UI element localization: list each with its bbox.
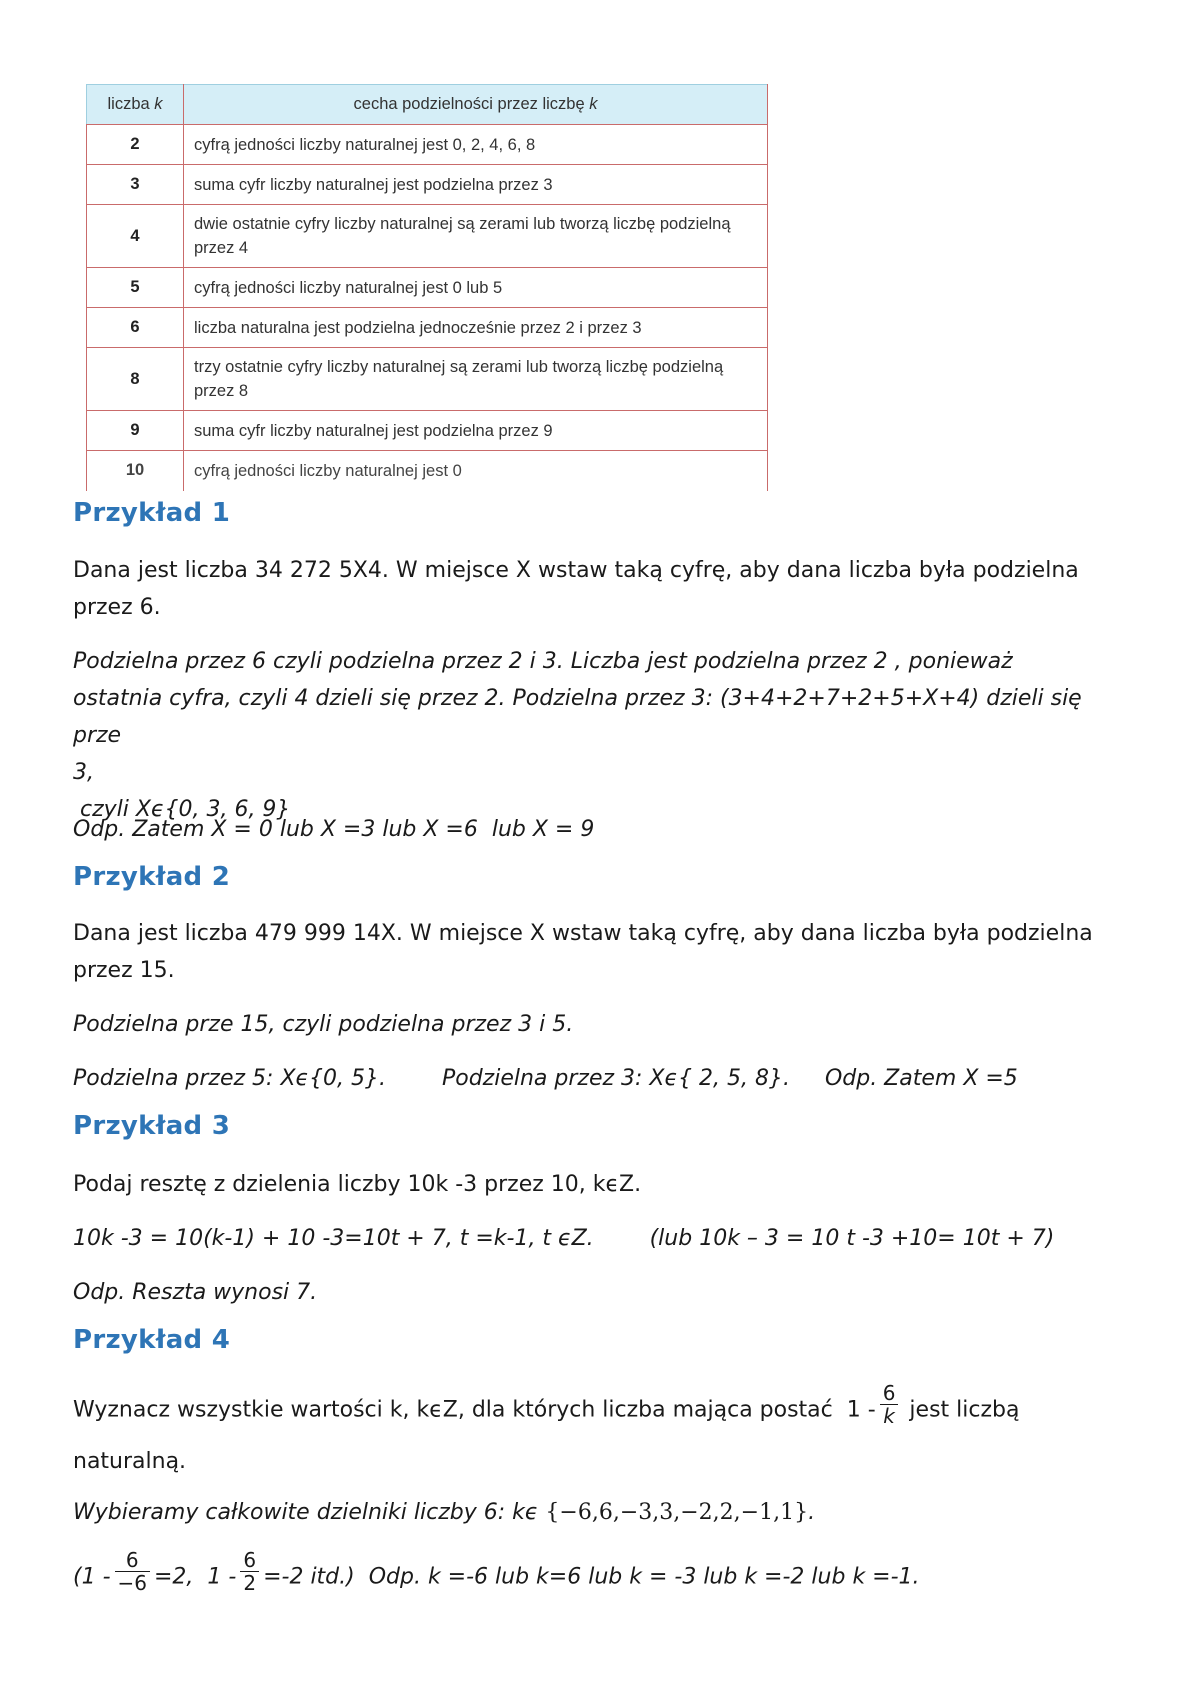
answer-text: =2, 1 - (154, 1564, 237, 1590)
fraction-denominator: k (883, 1404, 895, 1428)
table-row (87, 125, 768, 165)
table-row (87, 308, 768, 348)
solution-text: Wybieramy całkowite dzielniki liczby 6: kϵ (73, 1500, 546, 1525)
example-2-heading: Przykład 2 (73, 862, 231, 892)
table-cell-k: 5 (87, 268, 184, 308)
table-cell-k: 4 (87, 205, 184, 268)
table-cell-rule: cyfrą jedności liczby naturalnej jest 0, 2, 4, 6, 8 (184, 125, 768, 165)
example-4-heading: Przykład 4 (73, 1325, 231, 1355)
example-3-task: Podaj resztę z dzielenia liczby 10k -3 przez 10, kϵZ. (73, 1172, 642, 1197)
table-cell-k: 9 (87, 411, 184, 451)
table-cell-rule: suma cyfr liczby naturalnej jest podzielna przez 9 (184, 411, 768, 451)
task-text: jest liczbą (902, 1397, 1020, 1423)
table-cell-rule: dwie ostatnie cyfry liczby naturalnej są zerami lub tworzą liczbę podzielną przez 4 (184, 205, 768, 268)
fraction-numerator: 6 (240, 1549, 259, 1572)
example-4-task-cont: naturalną. (73, 1449, 187, 1474)
table-cell-k: 2 (87, 125, 184, 165)
example-4-answer (73, 1548, 1133, 1600)
table-cell-rule: suma cyfr liczby naturalnej jest podzielna przez 3 (184, 165, 768, 205)
table-row (87, 451, 768, 491)
variable-k: k (589, 95, 598, 113)
table-row (87, 268, 768, 308)
task-text: Wyznacz wszystkie wartości k, kϵZ, dla których liczba mająca postać 1 - (73, 1397, 876, 1423)
answer-text: =-2 itd.) Odp. k =-6 lub k=6 lub k = -3 lub k =-2 lub k =-1. (263, 1564, 920, 1590)
fraction-6-over-k (880, 1382, 899, 1427)
example-2-task: Dana jest liczba 479 999 14X. W miejsce X wstaw taką cyfrę, aby dana liczba była podzielna przez 15. (73, 921, 1093, 983)
header-rule: cecha podzielności przez liczbę k (184, 85, 768, 125)
divisor-set: {−6,6,−3,3,−2,2,−1,1} (545, 1500, 809, 1525)
table-cell-k: 8 (87, 348, 184, 411)
table-row (87, 165, 768, 205)
solution-line: Podzielna przez 6 czyli podzielna przez 2 i 3. Liczba jest podzielna przez 2 , ponieważ (73, 649, 1013, 674)
table-cell-rule: cyfrą jedności liczby naturalnej jest 0 (184, 451, 768, 491)
table-cell-k: 6 (87, 308, 184, 348)
solution-text: . (808, 1500, 816, 1525)
example-3-heading: Przykład 3 (73, 1111, 231, 1141)
example-1-solution (73, 643, 1133, 828)
table-row (87, 348, 768, 411)
fraction-numerator: 6 (115, 1549, 150, 1572)
example-2-solution-2: Podzielna przez 5: Xϵ{0, 5}. Podzielna przez 3: Xϵ{ 2, 5, 8}. Odp. Zatem X =5 (73, 1066, 1018, 1091)
table-cell-k: 10 (87, 451, 184, 491)
table-cell-rule: trzy ostatnie cyfry liczby naturalnej są zerami lub tworzą liczbę podzielną przez 8 (184, 348, 768, 411)
answer-text: (1 - (73, 1564, 111, 1590)
table-header-row (87, 85, 768, 125)
example-1-task: Dana jest liczba 34 272 5X4. W miejsce X wstaw taką cyfrę, aby dana liczba była podzielna przez 6. (73, 558, 1079, 620)
table-cell-k: 3 (87, 165, 184, 205)
table-row (87, 205, 768, 268)
fraction-6-over-minus-6 (115, 1549, 150, 1594)
table-cell-rule: liczba naturalna jest podzielna jednocześnie przez 2 i przez 3 (184, 308, 768, 348)
fraction-6-over-2 (240, 1549, 259, 1594)
fraction-denominator: 2 (243, 1571, 257, 1595)
solution-line: czyli Xϵ{0, 3, 6, 9} (73, 797, 291, 822)
fraction-numerator: 6 (880, 1382, 899, 1405)
example-4-solution (73, 1494, 1133, 1531)
solution-line: ostatnia cyfra, czyli 4 dzieli się przez 2. Podzielna przez 3: (3+4+2+7+2+5+X+4) dzieli się prze (73, 686, 1082, 748)
example-2-solution-1: Podzielna prze 15, czyli podzielna przez 3 i 5. (73, 1012, 574, 1037)
header-k: liczba k (87, 85, 184, 125)
fraction-denominator: −6 (117, 1571, 147, 1595)
solution-line: 3, (73, 760, 94, 785)
example-1-answer: Odp. Zatem X = 0 lub X =3 lub X =6 lub X = 9 (73, 817, 595, 842)
example-3-solution: 10k -3 = 10(k-1) + 10 -3=10t + 7, t =k-1, t ϵZ. (lub 10k – 3 = 10 t -3 +10= 10t + 7) (73, 1226, 1055, 1251)
example-1-heading: Przykład 1 (73, 498, 231, 528)
variable-k: k (154, 95, 163, 113)
table-cell-rule: cyfrą jedności liczby naturalnej jest 0 lub 5 (184, 268, 768, 308)
table-row (87, 411, 768, 451)
example-4-task (73, 1381, 1133, 1433)
divisibility-table (86, 84, 768, 491)
example-3-answer: Odp. Reszta wynosi 7. (73, 1280, 318, 1305)
